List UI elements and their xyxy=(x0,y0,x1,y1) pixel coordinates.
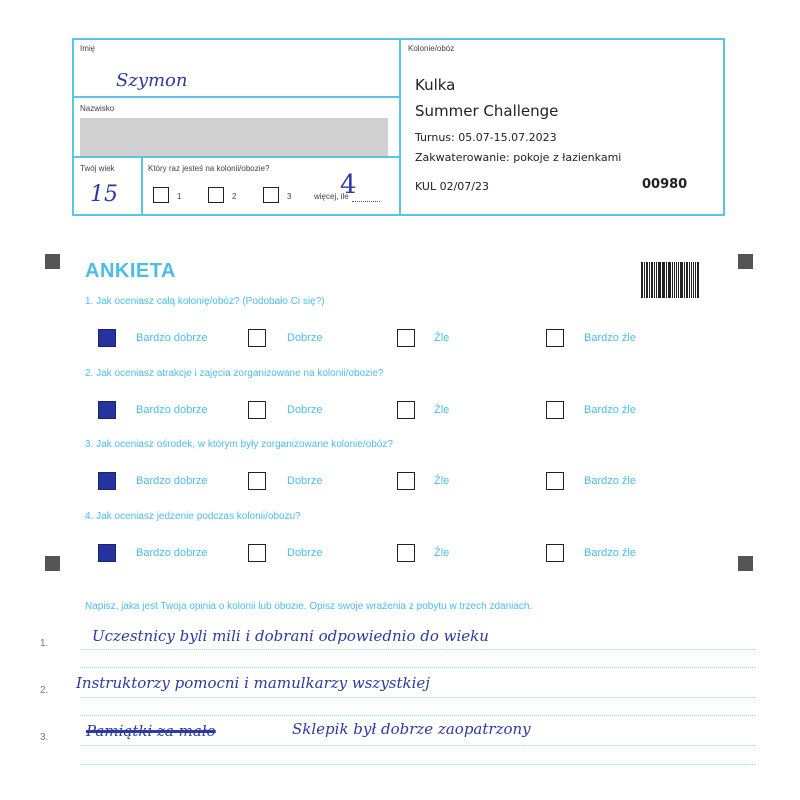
times-option-2: 2 xyxy=(232,192,237,201)
age-value[interactable]: 15 xyxy=(90,182,118,207)
turnus-text: Turnus: 05.07-15.07.2023 xyxy=(415,131,557,144)
q4-option-bardzo-zle: Bardzo źle xyxy=(584,547,636,559)
q4-checkbox-bardzo-dobrze[interactable] xyxy=(98,544,116,562)
q4-checkbox-bardzo-zle[interactable] xyxy=(546,544,564,562)
answer-line-2[interactable]: Instruktorzy pomocni i mamulkarzy wszystkiej xyxy=(76,674,430,692)
more-label: więcej, ile xyxy=(314,192,349,201)
line-number-1: 1. xyxy=(40,638,49,649)
question-4: 4. Jak oceniasz jedzenie podczas kolonii/obozu? xyxy=(85,511,301,522)
name-value[interactable]: Szymon xyxy=(116,70,188,91)
answer-dotted-line-3b xyxy=(80,764,755,765)
registration-mark-top-right xyxy=(738,254,753,269)
q2-checkbox-dobrze[interactable] xyxy=(248,401,266,419)
q1-checkbox-dobrze[interactable] xyxy=(248,329,266,347)
camp-name-line2: Summer Challenge xyxy=(415,102,559,120)
answer-dotted-line-2b xyxy=(80,715,755,716)
q4-option-zle: Źle xyxy=(434,547,450,559)
answer-dotted-line-2a xyxy=(80,697,755,698)
q2-checkbox-zle[interactable] xyxy=(397,401,415,419)
q1-checkbox-bardzo-zle[interactable] xyxy=(546,329,564,347)
more-value[interactable]: 4 xyxy=(340,170,357,200)
q3-option-zle: Źle xyxy=(434,475,450,487)
line-number-3: 3. xyxy=(40,732,49,743)
q3-option-dobrze: Dobrze xyxy=(287,475,323,487)
form-number: 00980 xyxy=(642,177,688,192)
q1-checkbox-zle[interactable] xyxy=(397,329,415,347)
line-number-2: 2. xyxy=(40,685,49,696)
age-divider xyxy=(141,156,143,216)
answer-line-3-crossed-out[interactable]: Pamiątki za mało xyxy=(86,722,216,740)
name-divider xyxy=(72,96,400,98)
times-checkbox-2[interactable] xyxy=(208,187,224,203)
question-3: 3. Jak oceniasz ośrodek, w którym były zorganizowane kolonie/obóz? xyxy=(85,439,393,450)
camp-label: Kolonie/obóz xyxy=(408,44,455,53)
question-2: 2. Jak oceniasz atrakcje i zajęcia zorganizowane na kolonii/obozie? xyxy=(85,368,384,379)
header-divider xyxy=(399,38,401,216)
answer-dotted-line-1a xyxy=(80,649,755,650)
q3-checkbox-dobrze[interactable] xyxy=(248,472,266,490)
answer-dotted-line-3a xyxy=(80,745,755,746)
q3-option-bardzo-zle: Bardzo źle xyxy=(584,475,636,487)
q4-checkbox-dobrze[interactable] xyxy=(248,544,266,562)
q1-option-bardzo-zle: Bardzo źle xyxy=(584,332,636,344)
surname-divider xyxy=(72,156,400,158)
surname-label: Nazwisko xyxy=(80,104,115,113)
opinion-instruction: Napisz, jaka jest Twoja opinia o kolonii lub obozie. Opisz swoje wrażenia z pobytu w trzech zdaniach. xyxy=(85,601,533,612)
surname-redacted-field[interactable] xyxy=(80,118,388,156)
q1-option-dobrze: Dobrze xyxy=(287,332,323,344)
barcode-icon xyxy=(641,262,699,298)
q4-checkbox-zle[interactable] xyxy=(397,544,415,562)
q4-option-bardzo-dobrze: Bardzo dobrze xyxy=(136,547,208,559)
q3-checkbox-bardzo-dobrze[interactable] xyxy=(98,472,116,490)
q4-option-dobrze: Dobrze xyxy=(287,547,323,559)
age-label: Twój wiek xyxy=(80,164,115,173)
q3-checkbox-bardzo-zle[interactable] xyxy=(546,472,564,490)
q2-option-bardzo-zle: Bardzo źle xyxy=(584,404,636,416)
registration-mark-top-left xyxy=(45,254,60,269)
q1-option-zle: Źle xyxy=(434,332,450,344)
times-label: Który raz jesteś na kolonii/obozie? xyxy=(148,164,270,173)
q2-option-zle: Źle xyxy=(434,404,450,416)
question-1: 1. Jak oceniasz całą kolonię/obóz? (Podobało Ci się?) xyxy=(85,296,325,307)
camp-name-line1: Kulka xyxy=(415,76,456,94)
q1-checkbox-bardzo-dobrze[interactable] xyxy=(98,329,116,347)
answer-dotted-line-1b xyxy=(80,667,755,668)
q3-checkbox-zle[interactable] xyxy=(397,472,415,490)
accommodation-text: Zakwaterowanie: pokoje z łazienkami xyxy=(415,151,622,164)
answer-line-1[interactable]: Uczestnicy byli mili i dobrani odpowiednio do wieku xyxy=(92,627,489,645)
times-option-1: 1 xyxy=(177,192,182,201)
times-checkbox-3[interactable] xyxy=(263,187,279,203)
q2-checkbox-bardzo-zle[interactable] xyxy=(546,401,564,419)
times-checkbox-1[interactable] xyxy=(153,187,169,203)
times-option-3: 3 xyxy=(287,192,292,201)
registration-mark-bottom-left xyxy=(45,556,60,571)
camp-code: KUL 02/07/23 xyxy=(415,180,489,193)
q1-option-bardzo-dobrze: Bardzo dobrze xyxy=(136,332,208,344)
q2-option-bardzo-dobrze: Bardzo dobrze xyxy=(136,404,208,416)
survey-title: ANKIETA xyxy=(85,260,176,282)
q2-checkbox-bardzo-dobrze[interactable] xyxy=(98,401,116,419)
q3-option-bardzo-dobrze: Bardzo dobrze xyxy=(136,475,208,487)
more-underline xyxy=(352,201,380,202)
answer-line-3[interactable]: Sklepik był dobrze zaopatrzony xyxy=(292,720,531,738)
q2-option-dobrze: Dobrze xyxy=(287,404,323,416)
registration-mark-bottom-right xyxy=(738,556,753,571)
name-label: Imię xyxy=(80,44,96,53)
